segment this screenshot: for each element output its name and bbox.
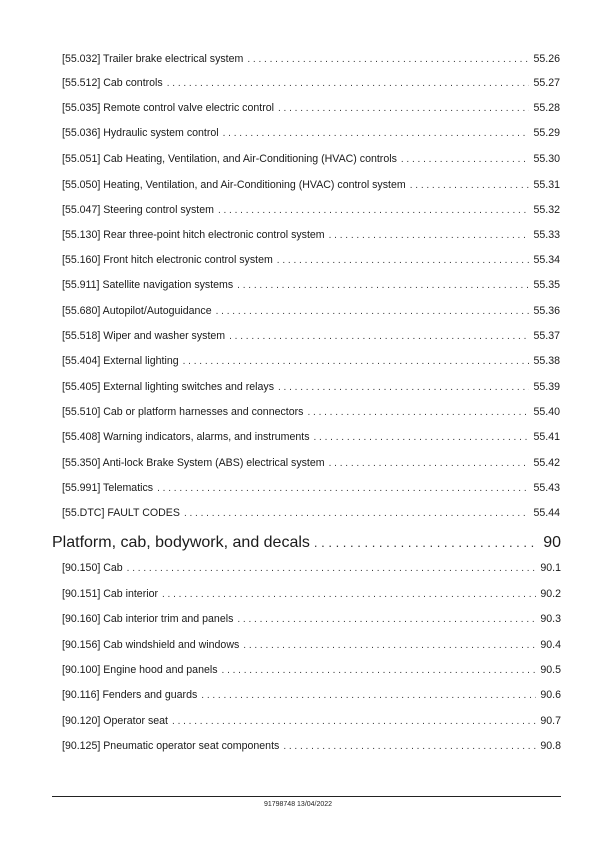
- toc-entry[interactable]: [62, 587, 561, 602]
- toc-entry-title: [55.510] Cab or platform harnesses and connectors: [62, 406, 304, 418]
- toc-entry-title: [90.160] Cab interior trim and panels: [62, 613, 234, 625]
- toc-entry-title: [55.405] External lighting switches and relays: [62, 381, 274, 393]
- dot-leader: [172, 715, 536, 729]
- toc-entry-title: [90.150] Cab: [62, 562, 123, 574]
- toc-entry-page: 55.37: [533, 330, 560, 342]
- toc-entry-page: 90.4: [540, 639, 561, 651]
- toc-entry-page: 55.36: [533, 305, 560, 317]
- toc-entry-title: [55.036] Hydraulic system control: [62, 127, 219, 139]
- toc-entry-page: 55.29: [533, 127, 560, 139]
- dot-leader: [307, 406, 529, 420]
- dot-leader: [314, 431, 530, 445]
- toc-entry[interactable]: [62, 481, 560, 496]
- dot-leader: [162, 588, 536, 602]
- toc-entry-page: 90.8: [540, 740, 561, 752]
- toc-entry-title: [55.035] Remote control valve electric control: [62, 102, 274, 114]
- toc-entry-title: [90.125] Pneumatic operator seat components: [62, 740, 280, 752]
- toc-entry-page: 90.5: [540, 664, 561, 676]
- toc-entry-title: [55.911] Satellite navigation systems: [62, 279, 234, 291]
- toc-entry[interactable]: [62, 612, 561, 627]
- dot-leader: [243, 639, 536, 653]
- toc-entry[interactable]: [62, 126, 560, 141]
- dot-leader: [127, 562, 537, 576]
- toc-entry-title: [55.512] Cab controls: [62, 77, 163, 89]
- dot-leader: [201, 689, 536, 703]
- dot-leader: [237, 279, 529, 293]
- toc-entry-title: [55.991] Telematics: [62, 482, 154, 494]
- dot-leader: [278, 381, 529, 395]
- toc-entry-page: 55.33: [533, 229, 560, 241]
- toc-entry-page: 55.27: [533, 77, 560, 89]
- toc-entry[interactable]: [62, 278, 560, 293]
- toc-entry[interactable]: [62, 76, 560, 91]
- dot-leader: [216, 305, 530, 319]
- toc-entry-page: 55.39: [533, 381, 560, 393]
- toc-entry-page: 55.43: [533, 482, 560, 494]
- toc-entry-page: 55.41: [533, 431, 560, 443]
- toc-section-heading[interactable]: [52, 533, 561, 553]
- toc-entry-page: 90.1: [540, 562, 561, 574]
- toc-entry[interactable]: [62, 638, 561, 653]
- toc-entry[interactable]: [62, 304, 560, 319]
- toc-entry[interactable]: [62, 714, 561, 729]
- dot-leader: [278, 102, 530, 116]
- dot-leader: [277, 254, 530, 268]
- dot-leader: [183, 355, 530, 369]
- dot-leader: [410, 179, 530, 193]
- dot-leader: [167, 77, 530, 91]
- toc-entry[interactable]: [62, 688, 561, 703]
- dot-leader: [247, 53, 529, 67]
- toc-entry[interactable]: [62, 405, 560, 420]
- toc-entry[interactable]: [62, 152, 560, 167]
- toc-entry-title: [90.151] Cab interior: [62, 588, 158, 600]
- toc-entry-title: [55.050] Heating, Ventilation, and Air-Conditioning (HVAC) control system: [62, 179, 406, 191]
- toc-entry-title: [55.032] Trailer brake electrical system: [62, 53, 244, 65]
- toc-entry[interactable]: [62, 203, 560, 218]
- dot-leader: [157, 482, 529, 496]
- toc-entry[interactable]: [62, 52, 560, 67]
- toc-entry-title: [55.130] Rear three-point hitch electronic control system: [62, 229, 325, 241]
- toc-entry-title: [55.051] Cab Heating, Ventilation, and Air-Conditioning (HVAC) controls: [62, 153, 397, 165]
- toc-entry-title: [90.156] Cab windshield and windows: [62, 639, 240, 651]
- toc-entry-title: [55.160] Front hitch electronic control system: [62, 254, 273, 266]
- dot-leader: [223, 127, 530, 141]
- toc-entry[interactable]: [62, 506, 560, 521]
- toc-entry-page: 55.26: [533, 53, 560, 65]
- toc-entry-title: [90.100] Engine hood and panels: [62, 664, 218, 676]
- toc-entry-title: [90.120] Operator seat: [62, 715, 169, 727]
- toc-entry[interactable]: [62, 329, 560, 344]
- dot-leader: [237, 613, 536, 627]
- toc-entry-page: 55.30: [533, 153, 560, 165]
- toc-entry-title: [90.116] Fenders and guards: [62, 689, 198, 701]
- toc-entry-page: 55.42: [533, 457, 560, 469]
- toc-entry[interactable]: [62, 178, 560, 193]
- dot-leader: [329, 229, 530, 243]
- dot-leader: [229, 330, 529, 344]
- toc-section-title: Platform, cab, bodywork, and decals: [52, 534, 310, 551]
- toc-entry-title: [55.350] Anti-lock Brake System (ABS) electrical system: [62, 457, 325, 469]
- dot-leader: [329, 457, 530, 471]
- toc-entry-title: [55.404] External lighting: [62, 355, 179, 367]
- toc-entry-page: 55.32: [533, 204, 560, 216]
- footer-divider: [52, 796, 561, 797]
- toc-entry-page: 55.40: [533, 406, 560, 418]
- toc-entry-page: 90.7: [540, 715, 561, 727]
- toc-section-page: 90: [543, 534, 561, 551]
- toc-entry-page: 55.34: [533, 254, 560, 266]
- toc-entry-page: 55.38: [533, 355, 560, 367]
- toc-entry[interactable]: [62, 739, 561, 754]
- toc-entry[interactable]: [62, 380, 560, 395]
- toc-entry[interactable]: [62, 430, 560, 445]
- dot-leader: [184, 507, 530, 521]
- toc-entry-page: 55.44: [533, 507, 560, 519]
- toc-entry[interactable]: [62, 663, 561, 678]
- toc-entry[interactable]: [62, 253, 560, 268]
- dot-leader: [283, 740, 536, 754]
- toc-entry-page: 90.3: [540, 613, 561, 625]
- toc-entry[interactable]: [62, 354, 560, 369]
- toc-entry[interactable]: [62, 561, 561, 576]
- toc-entry[interactable]: [62, 228, 560, 243]
- footer-doc-id: 91798748 13/04/2022: [263, 801, 333, 808]
- toc-entry-page: 55.31: [533, 179, 560, 191]
- toc-entry[interactable]: [62, 101, 560, 116]
- toc-entry-title: [55.047] Steering control system: [62, 204, 214, 216]
- toc-entry-page: 90.6: [540, 689, 561, 701]
- toc-entry-page: 90.2: [540, 588, 561, 600]
- toc-entry-page: 55.28: [533, 102, 560, 114]
- toc-entry-title: [55.408] Warning indicators, alarms, and instruments: [62, 431, 310, 443]
- dot-leader: [314, 533, 539, 553]
- dot-leader: [222, 664, 537, 678]
- toc-entry[interactable]: [62, 456, 560, 471]
- dot-leader: [218, 204, 530, 218]
- toc-entry-title: [55.518] Wiper and washer system: [62, 330, 226, 342]
- dot-leader: [401, 153, 530, 167]
- toc-entry-title: [55.680] Autopilot/Autoguidance: [62, 305, 212, 317]
- toc-entry-title: [55.DTC] FAULT CODES: [62, 507, 180, 519]
- toc-entry-page: 55.35: [533, 279, 560, 291]
